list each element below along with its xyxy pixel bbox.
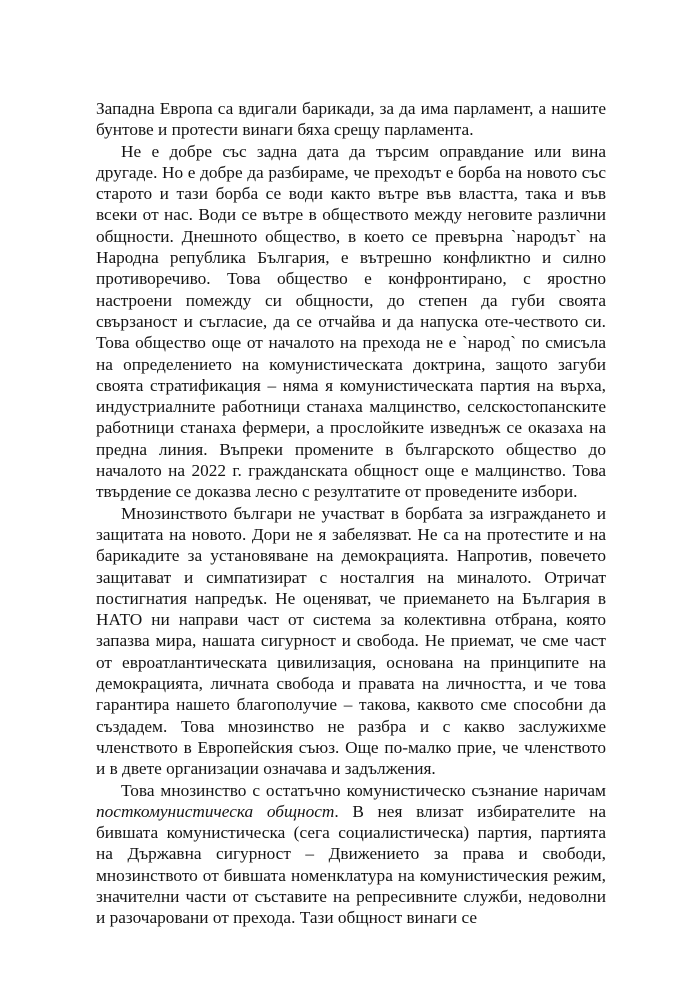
paragraph-2: Не е добре със задна дата да търсим оправдание или вина другаде. Но е добре да разбираме, че преходът е борба на новото със старото и тази борба се води както вътре във властта, така и във всеки от нас. Води се вътре в обществото между неговите различни общности. Днешното общество, в което се превърна `народът` на Народна република България, е вътрешно конфликтно и силно противоречиво. Това общество е конфронтирано, с яростно настроени помежду си общности, до степен да губи своята свързаност и съгласие, да се отчайва и да напуска оте-чеството си. Това общество още от началото на прехода не е `народ` по смисъла на определението на комунистическата доктрина, защото загуби своята стратификация – няма я комунистическата партия на върха, индустриалните работници станаха малцинство, селскостопанските работници станаха фермери, а прослойките изведнъж се оказаха на предна линия. Въпреки промените в българското общество до началото на 2022 г. гражданската общност още е малцинство. Това твърдение се доказва лесно с резултатите от проведените избори. (96, 141, 606, 502)
paragraph-1: Западна Европа са вдигали барикади, за да има парламент, а нашите бунтове и протести винаги бяха срещу парламента. (96, 99, 606, 140)
paragraph-4-text-after: . В нея влизат избирателите на бившата комунистическа (сега социалистическа) партия, партията на Държавна сигурност – Движението за права и свободи, мнозинството от бившата номенклатура на комунистическия режим, значителни части от съставите на репресивните служби, недоволни и разочаровани от прехода. Тази общност винаги се (96, 801, 607, 928)
paragraph-4-emphasis: посткомунистическа общност (96, 801, 335, 821)
paragraph-3: Мнозинството българи не участват в борбата за изграждането и защитата на новото. Дори не я забелязват. Не са на протестите и на барикадите за установяване на демокрацията. Напротив, повечето защитават и симпатизират с носталгия на миналото. Отричат постигнатия напредък. Не оценяват, че приемането на България в НАТО ни направи част от система за колективна отбрана, която запазва мира, нашата сигурност и свобода. Не приемат, че сме част от евроатлантическата цивилизация, основана на принципите на демокрацията, личната свобода и правата на личността, и че това гарантира нашето благополучие – такова, каквото сме способни да създадем. Това мнозинство не разбра и с какво заслужихме членството в Европейския съюз. Още по-малко прие, че членството и в двете организации означава и задължения. (96, 503, 606, 779)
paragraph-4-text-before: Това мнозинство с остатъчно комунистическо съзнание наричам (121, 780, 606, 800)
paragraph-4 (96, 780, 606, 929)
document-page (96, 98, 606, 929)
